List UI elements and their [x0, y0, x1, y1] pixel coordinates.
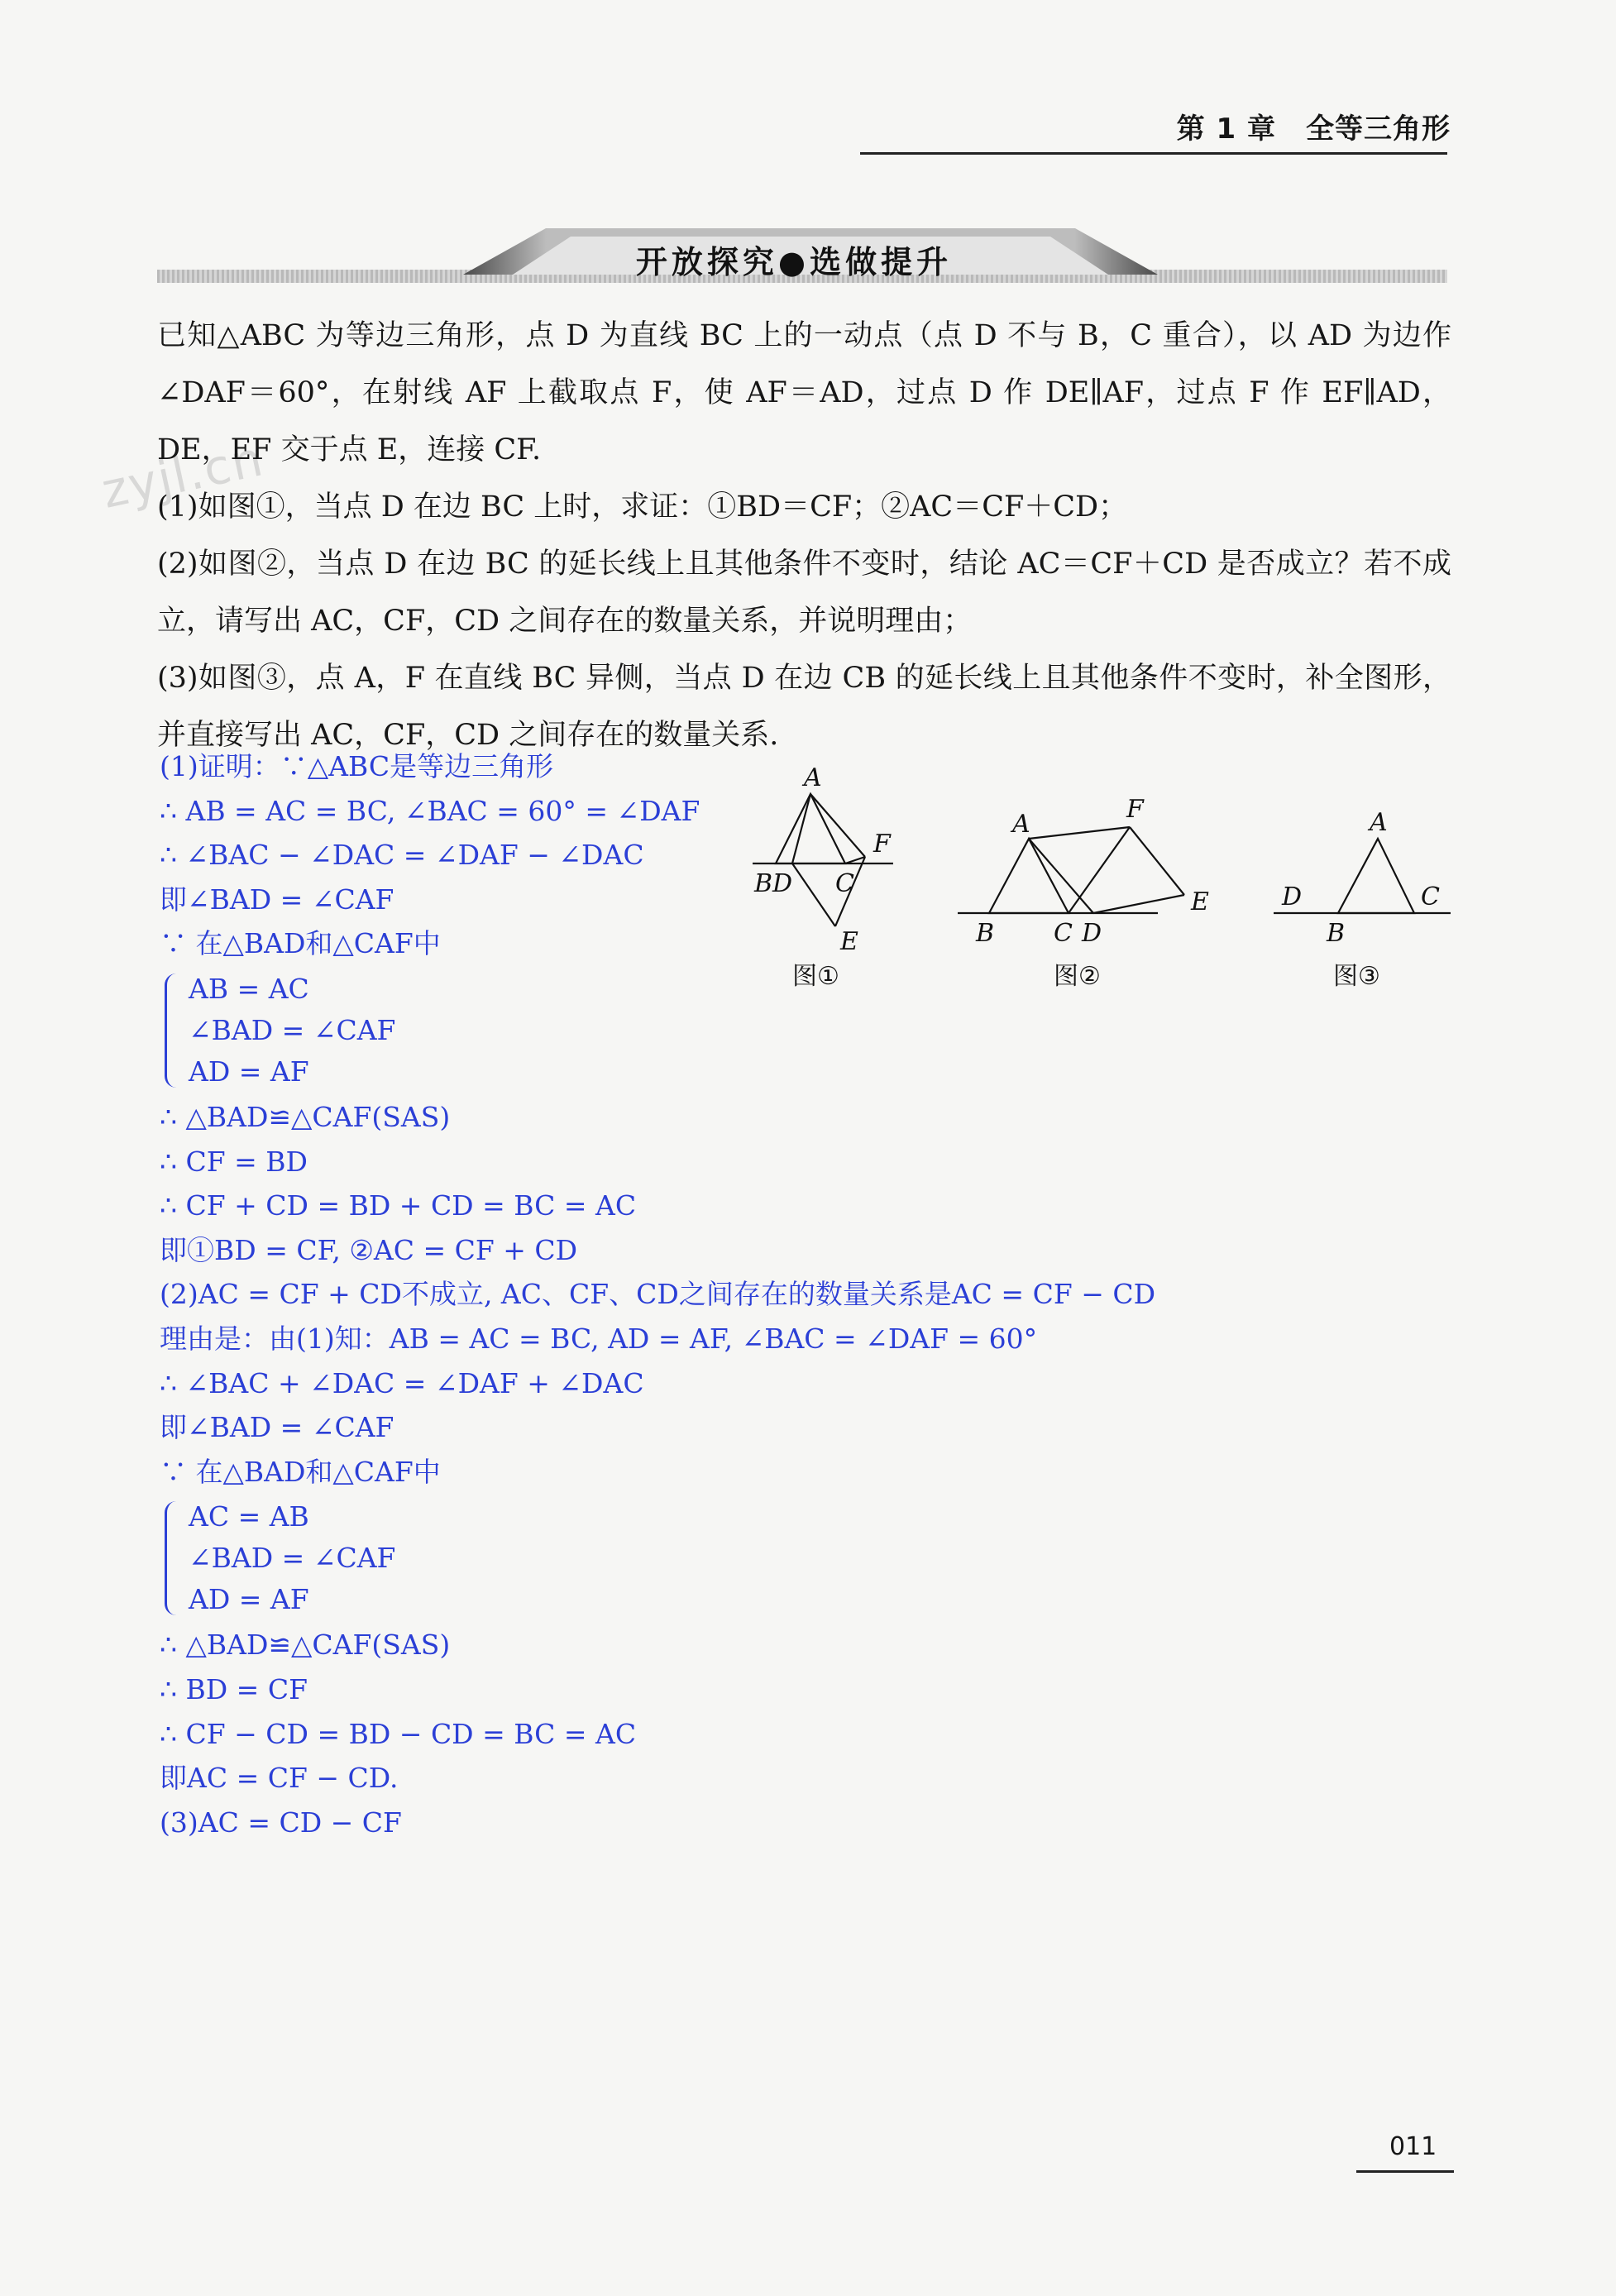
solution-line: ∴ CF − CD = BD − CD = BC = AC	[160, 1717, 637, 1750]
fig2-caption: 图②	[1054, 962, 1101, 991]
fig1-label-c: C	[835, 869, 854, 898]
solution-line: ∴ CF = BD	[160, 1145, 308, 1178]
solution-line: ∵ 在△BAD和△CAF中	[160, 927, 441, 960]
fig1-label-d: D	[772, 869, 793, 898]
chapter-header	[1177, 106, 1451, 146]
system-line: AC = AB	[189, 1500, 309, 1533]
fig3-label-c: C	[1421, 883, 1440, 911]
solution-line: ∴ BD = CF	[160, 1672, 308, 1705]
equation-system-2	[160, 1496, 1235, 1620]
fig1-label-e: E	[840, 927, 858, 956]
solution-line: ∴ ∠BAC − ∠DAC = ∠DAF − ∠DAC	[160, 839, 644, 872]
fig1-label-b: B	[754, 869, 773, 898]
system-line: ∠BAD = ∠CAF	[189, 1013, 396, 1046]
fig1-caption: 图①	[792, 962, 839, 991]
problem-part-1: (1)如图①，当点 D 在边 BC 上时，求证：①BD＝CF；②AC＝CF＋CD；	[157, 490, 1128, 524]
solution-line: (1)证明：∵△ABC是等边三角形	[160, 750, 554, 782]
solution-line: ∴ △BAD≌△CAF(SAS)	[160, 1629, 451, 1662]
solution-line: ∴ △BAD≌△CAF(SAS)	[160, 1100, 451, 1133]
solution-block	[160, 744, 1235, 1844]
solution-line: ∴ CF + CD = BD + CD = BC = AC	[160, 1189, 637, 1222]
fig2-label-b: B	[976, 919, 995, 948]
chapter-number: 第 1 章	[1176, 112, 1276, 146]
problem-part-3: (3)如图③，点 A，F 在直线 BC 异侧，当点 D 在边 CB 的延长线上且其他条件不变时，补全图形，并直接写出 AC，CF，CD 之间存在的数量关系.	[157, 662, 1451, 752]
fig3-caption: 图③	[1333, 962, 1380, 991]
fig2-label-f: F	[1126, 795, 1144, 824]
solution-line: 即∠BAD = ∠CAF	[160, 1411, 394, 1444]
system-line: AD = AF	[189, 1583, 309, 1616]
section-title: 开放探究●选做提升	[635, 244, 953, 280]
fig3-label-d: D	[1282, 883, 1303, 911]
brace-icon	[165, 1501, 182, 1615]
solution-line: (2)AC = CF + CD不成立, AC、CF、CD之间存在的数量关系是AC = CF − CD	[160, 1278, 1156, 1311]
fig1-label-f: F	[873, 830, 891, 859]
solution-line: ∴ ∠BAC + ∠DAC = ∠DAF + ∠DAC	[160, 1366, 644, 1399]
chapter-title: 全等三角形	[1306, 112, 1451, 146]
problem-part-2: (2)如图②，当点 D 在边 BC 的延长线上且其他条件不变时，结论 AC＝CF＋CD 是否成立？若不成立，请写出 AC，CF，CD 之间存在的数量关系，并说明理由；	[157, 548, 1451, 638]
page-number-rule	[1356, 2170, 1454, 2173]
solution-line: 即①BD = CF, ②AC = CF + CD	[160, 1233, 578, 1266]
fig2-label-a: A	[1012, 810, 1030, 839]
equation-system-1	[160, 969, 1235, 1093]
solution-line: 即∠BAD = ∠CAF	[160, 883, 394, 916]
problem-statement	[157, 308, 1451, 764]
fig2-label-e: E	[1191, 887, 1209, 916]
system-line: AD = AF	[189, 1055, 309, 1088]
solution-line: ∵ 在△BAD和△CAF中	[160, 1455, 441, 1488]
system-line: AB = AC	[189, 972, 309, 1005]
header-rule	[860, 152, 1447, 155]
problem-intro: 已知△ABC 为等边三角形，点 D 为直线 BC 上的一动点（点 D 不与 B，C 重合），以 AD 为边作∠DAF＝60°，在射线 AF 上截取点 F，使 AF＝AD，过点 D 作 DE∥AF，过点 F 作 EF∥AD，DE，EF 交于点 E，连接 CF.	[157, 319, 1451, 466]
fig2-label-c: C	[1054, 919, 1073, 948]
solution-line: 理由是：由(1)知：AB = AC = BC, AD = AF, ∠BAC = ∠DAF = 60°	[160, 1322, 1038, 1355]
system-line: ∠BAD = ∠CAF	[189, 1542, 396, 1575]
solution-line: (3)AC = CD − CF	[160, 1806, 402, 1839]
page-number: 011	[1389, 2132, 1437, 2161]
fig2-label-d: D	[1082, 919, 1102, 948]
solution-line: 即AC = CF − CD.	[160, 1762, 399, 1795]
watermark-text: zyjl.cn	[97, 430, 269, 519]
fig3-label-a: A	[1370, 808, 1388, 837]
fig3-label-b: B	[1327, 919, 1346, 948]
fig1-label-a: A	[804, 763, 822, 792]
brace-icon	[165, 973, 182, 1088]
solution-line: ∴ AB = AC = BC, ∠BAC = 60° = ∠DAF	[160, 794, 700, 827]
